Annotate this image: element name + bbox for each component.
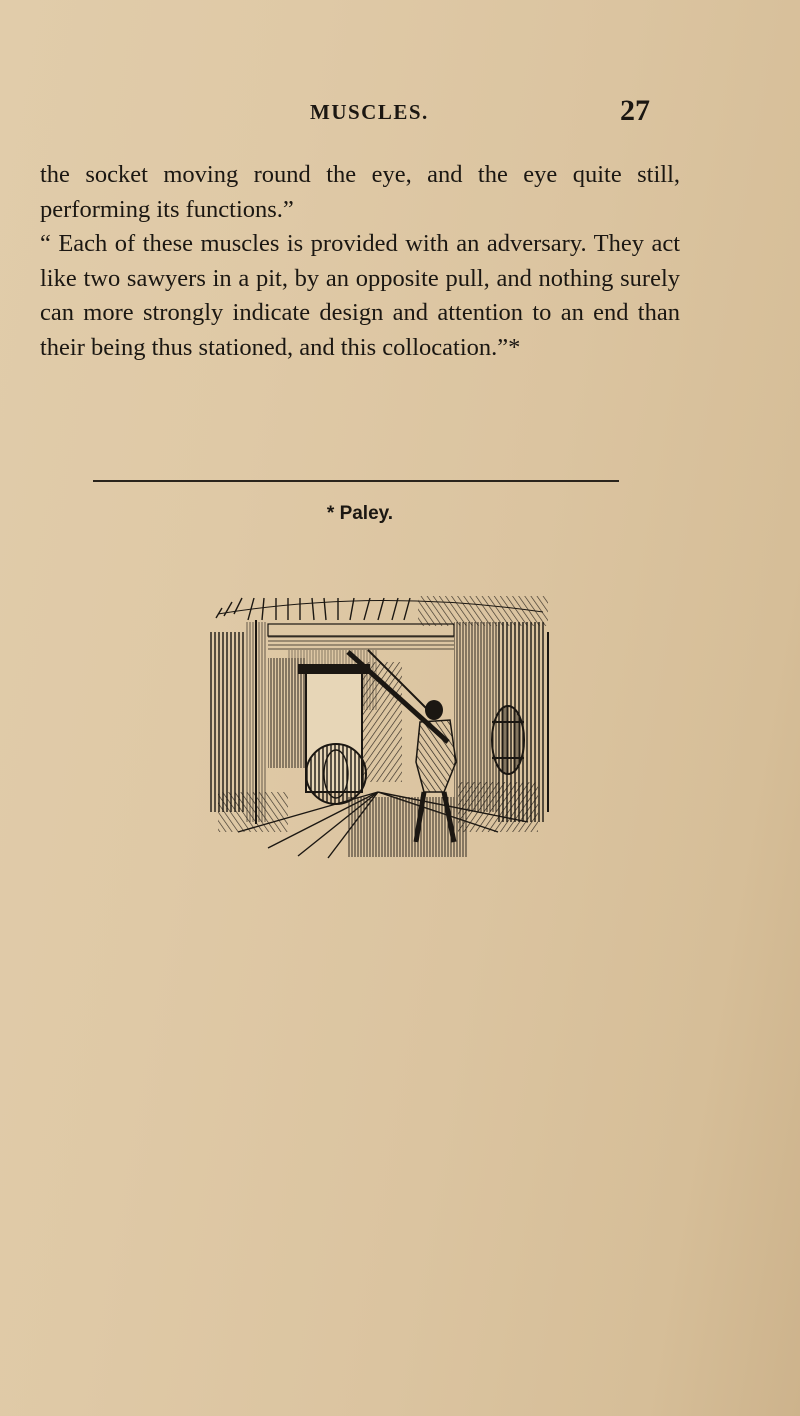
engraving-sawyers-in-pit-icon (198, 592, 560, 860)
page-number: 27 (620, 94, 650, 127)
engraving-illustration (198, 592, 560, 860)
paragraph: the socket moving round the eye, and the eye quite still, performing its functions.” (40, 161, 680, 223)
running-head (0, 96, 800, 132)
running-title: MUSCLES. (310, 100, 429, 124)
footnote: * Paley. (326, 503, 394, 524)
footnote-rule (93, 480, 619, 482)
paragraph: “ Each of these muscles is provided with an adversary. They act like two sawyers in a pit, by an opposite pull, and nothing surely can more strongly indicate design and attention to an end than their being thus stationed, and this collocation.”* (40, 230, 680, 361)
body-text (40, 158, 680, 365)
